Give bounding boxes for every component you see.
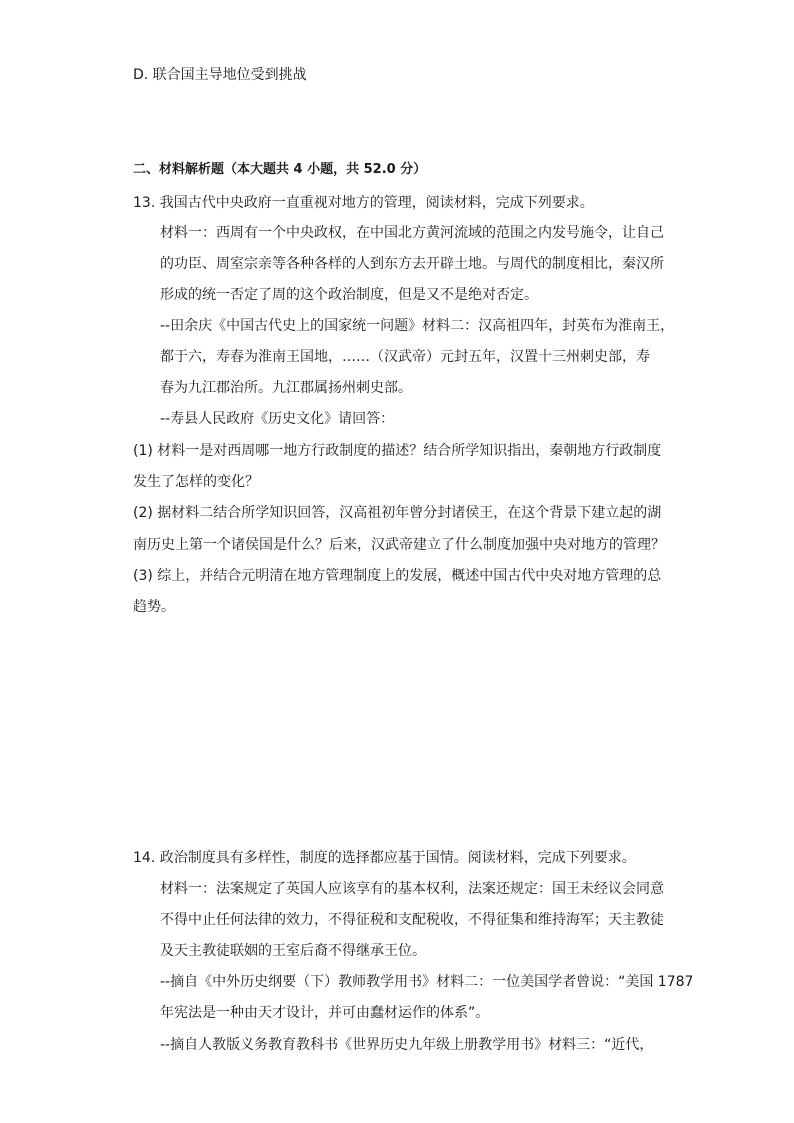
- material-line: 形成的统一否定了周的这个政治制度，但是又不是绝对否定。: [160, 287, 538, 303]
- material-line: 材料一：法案规定了英国人应该享有的基本权利，法案还规定：国王未经议会同意: [160, 881, 664, 897]
- option-d: D. 联合国主导地位受到挑战: [133, 67, 307, 83]
- material-line: 不得中止任何法律的效力，不得征税和支配税收，不得征集和维持海军；天主教徒: [160, 912, 664, 928]
- material-line: --田余庆《中国古代史上的国家统一问题》材料二：汉高祖四年，封英布为淮南王，: [160, 318, 675, 334]
- material-line: 的功臣、周室宗亲等各种各样的人到东方去开辟土地。与周代的制度相比，秦汉所: [160, 256, 664, 272]
- sub-question-2: (2) 据材料二结合所学知识回答，汉高祖初年曾分封诸侯王，在这个背景下建立起的湖: [133, 505, 662, 521]
- section-heading: 二、材料解析题（本大题共 4 小题，共 52.0 分）: [133, 162, 427, 177]
- material-line: 材料一：西周有一个中央政权，在中国北方黄河流域的范围之内发号施令，让自己: [160, 225, 664, 241]
- question-14-stem: 14. 政治制度具有多样性，制度的选择都应基于国情。阅读材料，完成下列要求。: [133, 850, 636, 866]
- material-line: --摘自《中外历史纲要（下）教师教学用书》材料二：一位美国学者曾说：“美国 1787: [160, 974, 694, 990]
- material-line: --摘自人教版义务教育教科书《世界历史九年级上册教学用书》材料三：“近代，: [160, 1037, 654, 1053]
- material-line: 及天主教徒联姻的王室后裔不得继承王位。: [160, 943, 426, 959]
- sub-question-3-cont: 趋势。: [133, 599, 175, 615]
- sub-question-1-cont: 发生了怎样的变化？: [133, 474, 259, 490]
- sub-question-1: (1) 材料一是对西周哪一地方行政制度的描述？结合所学知识指出，秦朝地方行政制度: [133, 443, 662, 459]
- material-line: 春为九江郡治所。九江郡属扬州刺史部。: [160, 380, 412, 396]
- question-13-stem: 13. 我国古代中央政府一直重视对地方的管理，阅读材料，完成下列要求。: [133, 195, 594, 211]
- material-line: 都于六，寿春为淮南王国地，……（汉武帝）元封五年，汉置十三州刺史部，寿: [160, 349, 650, 365]
- material-source: --寿县人民政府《历史文化》请回答：: [160, 411, 395, 427]
- material-line: 年宪法是一种由天才设计，并可由蠢材运作的体系”。: [160, 1005, 490, 1021]
- sub-question-3: (3) 综上，并结合元明清在地方管理制度上的发展，概述中国古代中央对地方管理的总: [133, 568, 662, 584]
- sub-question-2-cont: 南历史上第一个诸侯国是什么？后来，汉武帝建立了什么制度加强中央对地方的管理？: [133, 537, 665, 553]
